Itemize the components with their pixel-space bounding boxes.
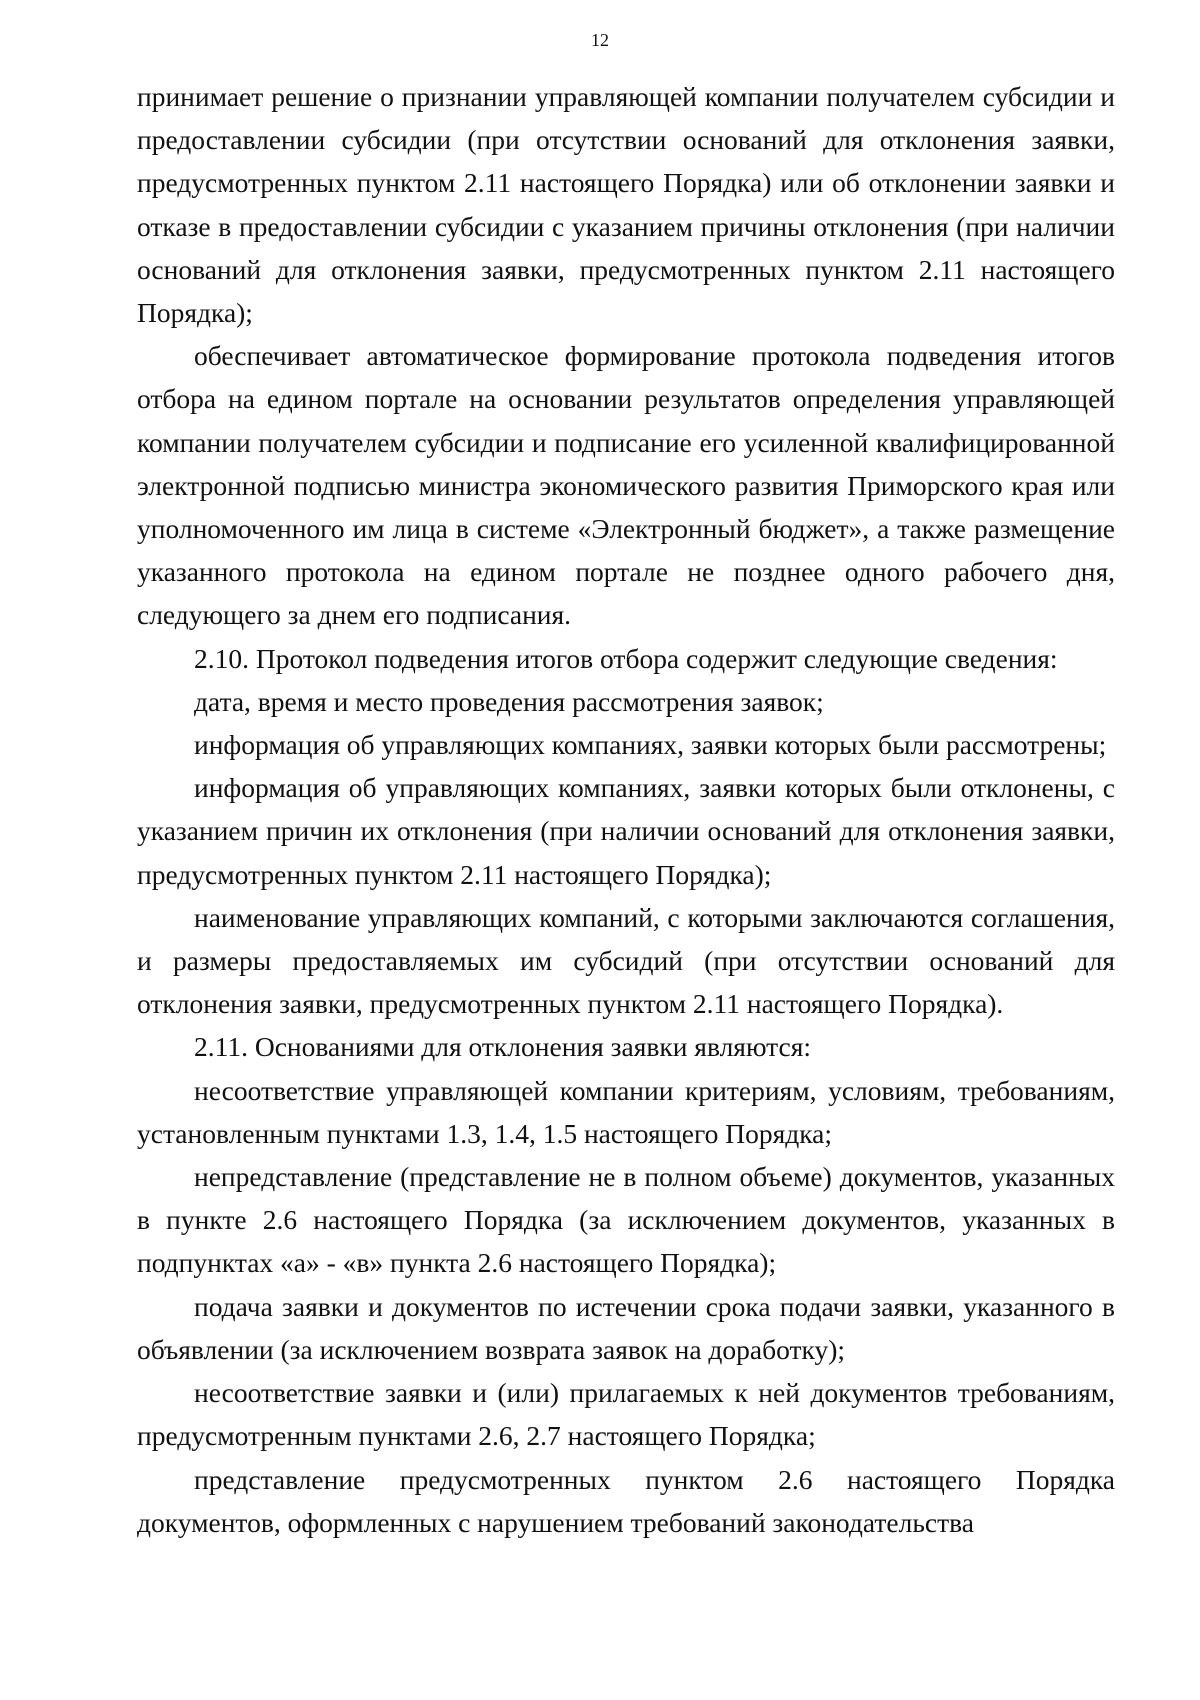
paragraph-date-time-place: дата, время и место проведения рассмотрения заявок; xyxy=(194,685,824,717)
paragraph-2-10-heading: 2.10. Протокол подведения итогов отбора содержит следующие сведения: xyxy=(194,642,1058,674)
paragraph-agreement-companies: наименование управляющих компаний, с которыми заключаются соглашения, и размеры предоставляемых им субсидий (при отсутствии оснований для отклонения заявки, предусмотренных пунктом 2.11 настоящего Порядка). xyxy=(137,901,1115,1020)
paragraph-missing-documents: непредставление (представление не в полном объеме) документов, указанных в пункте 2.6 настоящего Порядка (за исключением документов, указанных в подпунктах «а» - «в» пункта 2.6 настоящего Порядка); xyxy=(137,1161,1115,1279)
paragraph-late-submission: подача заявки и документов по истечении срока подачи заявки, указанного в объявлении (за исключением возврата заявок на доработку); xyxy=(137,1290,1115,1365)
paragraph-requirements-mismatch: несоответствие заявки и (или) прилагаемых к ней документов требованиям, предусмотренным пунктами 2.6, 2.7 настоящего Порядка; xyxy=(137,1377,1115,1452)
paragraph-rejected-companies: информация об управляющих компаниях, заявки которых были отклонены, с указанием причин их отклонения (при наличии оснований для отклонения заявки, предусмотренных пунктом 2.11 настоящего Порядка); xyxy=(137,772,1115,890)
paragraph-improper-documents: представление предусмотренных пунктом 2.6 настоящего Порядка документов, оформленных с нарушением требований законодательства xyxy=(137,1463,1115,1538)
paragraph-reviewed-companies: информация об управляющих компаниях, заявки которых были рассмотрены; xyxy=(194,729,1107,761)
paragraph-protocol-formation: обеспечивает автоматическое формирование протокола подведения итогов отбора на едином портале на основании результатов определения управляющей компании получателем субсидии и подписание его усиленной квалифицированной электронной подписью министра экономического развития Приморского края или уполномоченного им лица в системе «Электронный бюджет», а также размещение указанного протокола на едином портале не позднее одного рабочего дня, следующего за днем его подписания. xyxy=(137,340,1115,631)
paragraph-2-11-heading: 2.11. Основаниями для отклонения заявки являются: xyxy=(194,1031,811,1063)
document-body xyxy=(137,75,1115,1544)
paragraph-decision: принимает решение о признании управляющей компании получателем субсидии и предоставлении субсидии (при отсутствии оснований для отклонения заявки, предусмотренных пунктом 2.11 настоящего Порядка) или об отклонении заявки и отказе в предоставлении субсидии с указанием причины отклонения (при наличии оснований для отклонения заявки, предусмотренных пунктом 2.11 настоящего Порядка); xyxy=(137,81,1115,329)
paragraph-criteria-mismatch: несоответствие управляющей компании критериям, условиям, требованиям, установленным пунктами 1.3, 1.4, 1.5 настоящего Порядка; xyxy=(137,1074,1115,1149)
page-number: 12 xyxy=(591,30,609,50)
